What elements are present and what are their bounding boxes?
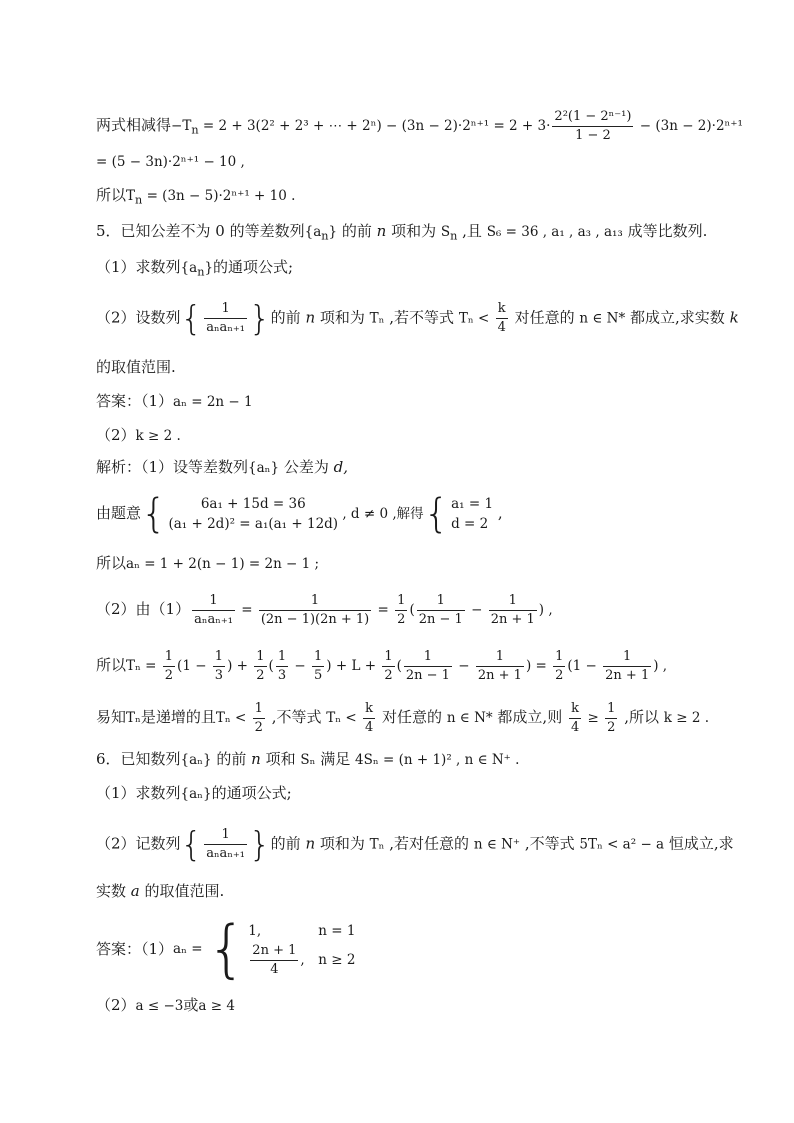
solution-5-intro: 解析：（1）设等差数列{aₙ} 公差为 d, — [96, 458, 349, 476]
problem-6-part-2: （2）记数列{ $\frac{1}{\text{aₙaₙ₊₁}}$ }的前 n 项和为 Tₙ ,若对任意的 n ∈ N⁺ ,不等式 5Tₙ < a² − a 恒成立,求 — [96, 824, 734, 865]
text: 所以 — [96, 186, 127, 204]
problem-5-statement: 5．已知公差不为 0 的等差数列$\{a_n\}$ 的前 n 项和为 $S_n$ ,且 S₆ = 36 , a₁ , a₃ , a₁₃ 成等比数列. — [96, 222, 708, 243]
problem-5-part-2: （2）设数列{ $\frac{1}{\text{aₙaₙ₊₁}}$ }的前 n 项和为 Tₙ ,若不等式 Tₙ < $\frac{k}{4}$ 对任意的 n ∈ N* 都成立,求实数 k — [96, 298, 739, 339]
math-expr: = (5 − 3n)·2ⁿ⁺¹ − 10 , — [96, 154, 245, 170]
answer-5-2: （2）k ≥ 2 . — [96, 426, 181, 444]
problem-5-part-1: （1）求数列$\{a_n\}$的通项公式; — [96, 258, 294, 279]
fraction: $\frac{\text{2²(1 − 2ⁿ⁻¹)}}{1 - 2}$ — [554, 109, 632, 143]
answer-6-2: （2）a ≤ −3或a ≥ 4 — [96, 996, 235, 1014]
line-result — [96, 150, 734, 173]
solution-5-conclusion: 易知Tₙ是递增的且Tₙ < $\frac{1}{2}$ ,不等式 Tₙ < $\frac{k}{4}$ 对任意的 n ∈ N* 都成立,则 $\frac{k}{4}$ ≥ $\frac{1}{2}$ ,所以 k ≥ 2 . — [96, 701, 709, 735]
solution-5-an: 所以aₙ = 1 + 2(n − 1) = 2n − 1 ; — [96, 554, 320, 572]
line-conclusion — [96, 184, 734, 212]
solution-5-system: 由题意{ 6a₁ + 15d = 36 (a₁ + 2d)² = a₁(a₁ + 12d) , d ≠ 0 ,解得{ a₁ = 1 d = 2 , — [96, 491, 503, 537]
text: 两式相减得 — [96, 116, 172, 134]
line-subtract — [96, 108, 743, 145]
problem-6-statement: 6．已知数列{aₙ} 的前 n 项和 Sₙ 满足 4Sₙ = (n + 1)² , n ∈ N⁺ . — [96, 750, 520, 768]
answer-6-1: 答案：（1）aₙ = { 1, n = 1 $\frac{2n + 1}{4}$ , n ≥ 2 — [96, 912, 356, 985]
answer-5-1: 答案：（1）aₙ = 2n − 1 — [96, 392, 253, 410]
problem-6-part-1: （1）求数列{aₙ}的通项公式; — [96, 784, 292, 802]
solution-5-part-2: （2）由（1） $\frac{1}{\text{aₙaₙ₊₁}}$ = $\frac{1}{(2n - 1)(2n + 1)}$ = $\frac{1}{2}$ ( $\frac{1}{2n - 1}$ − $\frac{1}{2n + 1}$ ) , — [96, 593, 553, 627]
problem-6-part-2-cont: 实数 a 的取值范围. — [96, 882, 225, 900]
solution-5-tn-sum: 所以Tₙ = $\frac{1}{2}$ (1 − $\frac{1}{3}$ ) + $\frac{1}{2}$ ( $\frac{1}{3}$ − $\frac{1}{5}$ ) + L + $\frac{1}{2}$ ( $\frac{1}{2n - 1}$ − $\frac{1}{2n + 1}$ ) = $\frac{1}{2}$ (1 − $\frac{1}{2n + 1}$ ) , — [96, 649, 668, 683]
math-expr: $T_n = (3n - 5)\cdot 2^{n+1} + 10$ . — [126, 188, 296, 207]
problem-5-part-2-cont: 的取值范围. — [96, 358, 176, 376]
math-expr: $-T_n = 2 + 3(2^2 + 2^3$ + ⋯ + 2ⁿ) − (3n − 2)·2ⁿ⁺¹ = 2 + 3· $\frac{\text{2²(1 − 2ⁿ⁻¹)}}{1 - 2}$ − (3n − 2)·2ⁿ⁺¹ — [171, 109, 743, 143]
